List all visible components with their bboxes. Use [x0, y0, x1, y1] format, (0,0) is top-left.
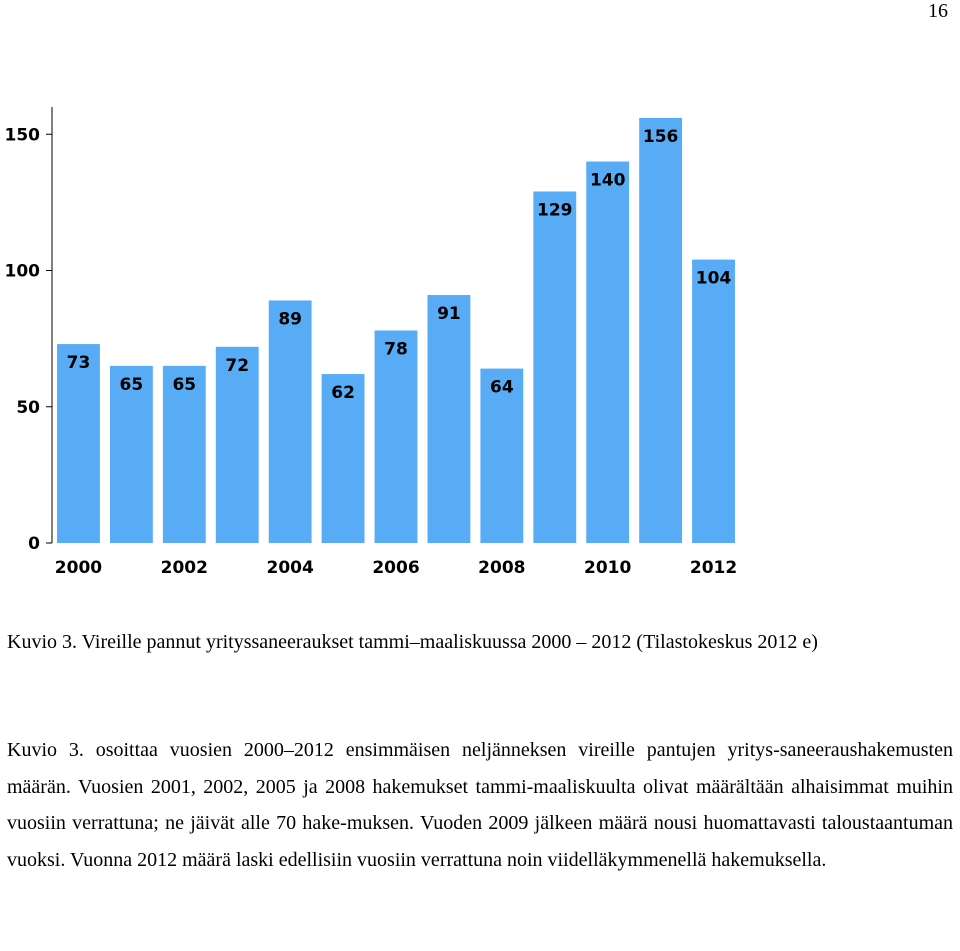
- bar-value-label: 89: [278, 309, 302, 330]
- bar-value-label: 72: [225, 355, 250, 376]
- x-tick-label: 2006: [372, 558, 420, 578]
- y-axis-ticks: [5, 125, 53, 554]
- y-tick-label: 0: [28, 534, 40, 554]
- x-tick-label: 2002: [160, 558, 208, 578]
- x-tick-label: 2012: [689, 558, 738, 578]
- x-tick-label: 2000: [54, 558, 103, 578]
- bar-2012: [692, 260, 735, 543]
- x-tick-label: 2010: [584, 558, 632, 578]
- bar-value-label: 104: [695, 268, 732, 289]
- x-axis-ticks: [55, 558, 737, 578]
- y-tick-label: 50: [16, 397, 40, 418]
- x-tick-label: 2004: [266, 558, 314, 578]
- bars: [57, 118, 735, 543]
- bar-2007: [427, 295, 470, 543]
- bar-2006: [375, 330, 418, 543]
- bar-2004: [269, 300, 312, 543]
- bar-value-label: 156: [642, 126, 679, 147]
- y-tick-label: 100: [4, 261, 40, 282]
- bar-value-label: 65: [172, 374, 197, 395]
- bar-value-label: 65: [119, 374, 144, 395]
- figure-caption: Kuvio 3. Vireille pannut yrityssaneeraukset tammi–maaliskuussa 2000 – 2012 (Tilastokeskus 2012 e): [7, 631, 818, 653]
- bar-2009: [533, 191, 576, 543]
- page-number: 16: [928, 0, 948, 22]
- bar-2000: [57, 344, 100, 543]
- bar-2011: [639, 118, 682, 543]
- body-paragraph: Kuvio 3. osoittaa vuosien 2000–2012 ensimmäisen neljänneksen vireille pantujen yritys-saneeraushakemusten määrän. Vuosien 2001, 2002, 2005 ja 2008 hakemukset tammi-maaliskuulta olivat määrältään alhaisimmat muihin vuosiin verrattuna; ne jäivät alle 70 hake-muksen. Vuoden 2009 jälkeen määrä nousi huomattavasti taloustaantuman vuoksi. Vuonna 2012 määrä laski edellisiin vuosiin verrattuna noin viidelläkymmenellä hakemuksella.: [7, 739, 953, 871]
- bar-2003: [216, 347, 259, 543]
- x-tick-label: 2008: [478, 558, 526, 578]
- bar-value-label: 140: [589, 170, 626, 191]
- bar-value-label: 73: [66, 353, 91, 374]
- bar-value-label: 129: [537, 200, 573, 221]
- bar-value-label: 62: [331, 383, 355, 404]
- bar-value-label: 91: [437, 304, 461, 325]
- bar-chart: [0, 90, 760, 590]
- bar-2010: [586, 162, 629, 544]
- bar-value-label: 78: [384, 339, 408, 360]
- y-tick-label: 150: [4, 125, 40, 146]
- bar-value-label: 64: [490, 377, 514, 398]
